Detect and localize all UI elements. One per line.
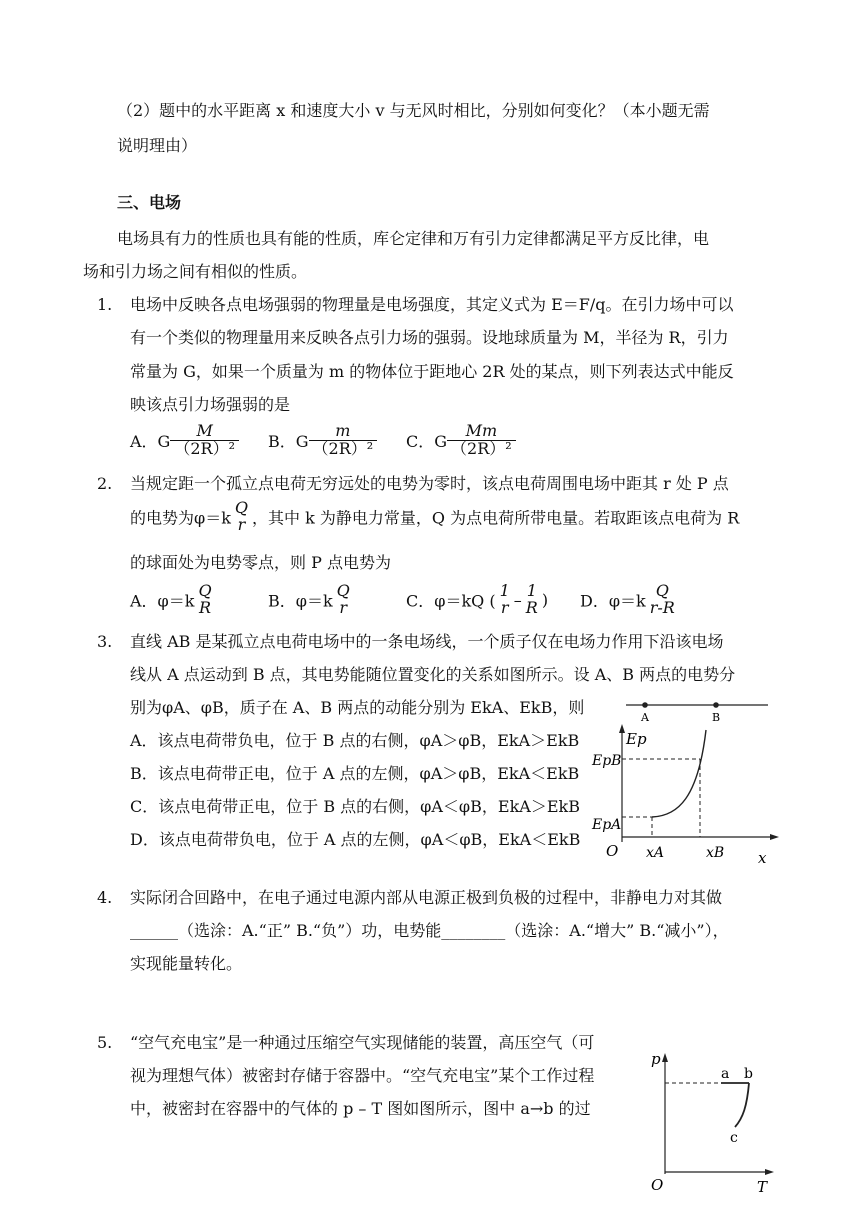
q5-line2: 视为理想气体）被密封存储于容器中。“空气充电宝”某个工作过程 bbox=[130, 1066, 595, 1085]
y-axis-label: Ep bbox=[626, 730, 647, 748]
q4-line2: ______（选涂：A.“正” B.“负”）功，电势能________（选涂：A.“增大” B.“减小”）， bbox=[130, 921, 729, 940]
point-a-label: a bbox=[721, 1066, 730, 1082]
q2-option-b: B．φ＝k Q r bbox=[268, 581, 350, 617]
epa-label: EpA bbox=[592, 817, 622, 833]
q3-option-a: A．该点电荷带负电，位于 B 点的右侧，φA＞φB，EkA＞EkB bbox=[130, 731, 580, 750]
x-axis-label: x bbox=[758, 849, 767, 867]
part2-question-line1: （2）题中的水平距离 x 和速度大小 v 与无风时相比，分别如何变化？（本小题无需 bbox=[117, 101, 710, 120]
q4-number: 4. bbox=[97, 888, 113, 907]
q2-option-d: D．φ＝k Q r-R bbox=[580, 581, 675, 617]
x-axis-arrow-icon bbox=[770, 834, 779, 840]
q3-line1: 直线 AB 是某孤立点电荷电场中的一条电场线，一个质子仅在电场力作用下沿该电场 bbox=[130, 632, 724, 651]
q1-line3: 常量为 G，如果一个质量为 m 的物体位于距地心 2R 处的某点，则下列表达式中能反 bbox=[130, 362, 734, 381]
y-axis-arrow-icon bbox=[662, 1053, 668, 1062]
origin-label: O bbox=[651, 1176, 664, 1194]
q4-line1: 实际闭合回路中，在电子通过电源内部从电源正极到负极的过程中，非静电力对其做 bbox=[130, 888, 723, 907]
q1-option-b: B．G $\frac{m}{\text{（2R）²}}$ bbox=[268, 423, 377, 458]
q3-ep-x-graph bbox=[588, 690, 788, 870]
q3-line2: 线从 A 点运动到 B 点，其电势能随位置变化的关系如图所示。设 A、B 两点的电势分 bbox=[130, 665, 736, 684]
q2-line1: 当规定距一个孤立点电荷无穷远处的电势为零时，该点电荷周围电场中距其 r 处 P 点 bbox=[130, 474, 729, 493]
q5-number: 5. bbox=[97, 1033, 113, 1052]
q2-line3: 的球面处为电势零点，则 P 点电势为 bbox=[130, 553, 391, 572]
origin-label: O bbox=[606, 842, 619, 860]
q2-number: 2. bbox=[97, 474, 113, 493]
y-axis-arrow-icon bbox=[619, 724, 625, 733]
section-intro-line2: 场和引力场之间有相似的性质。 bbox=[83, 262, 308, 281]
point-b-label: B bbox=[712, 711, 721, 724]
part2-question-line2: 说明理由） bbox=[117, 136, 198, 155]
q4-line3: 实现能量转化。 bbox=[130, 954, 243, 973]
xa-label: xA bbox=[646, 845, 665, 861]
point-a-label: A bbox=[641, 711, 649, 724]
x-axis-arrow-icon bbox=[765, 1169, 774, 1175]
q1-line4: 映该点引力场强弱的是 bbox=[130, 395, 291, 414]
xb-label: xB bbox=[706, 845, 725, 861]
b-to-c-curve bbox=[735, 1083, 749, 1127]
q1-line1: 电场中反映各点电场强弱的物理量是电场强度，其定义式为 E＝F/q。在引力场中可以 bbox=[130, 295, 734, 314]
section-heading: 三、电场 bbox=[117, 193, 182, 212]
section-intro-line1: 电场具有力的性质也具有能的性质，库仑定律和万有引力定律都满足平方反比律，电 bbox=[117, 229, 710, 248]
q3-option-c: C．该点电荷带正电，位于 B 点的右侧，φA＜φB，EkA＞EkB bbox=[130, 797, 580, 816]
q3-option-d: D．该点电荷带负电，位于 A 点的左侧，φA＜φB，EkA＜EkB bbox=[130, 830, 581, 849]
ep-curve bbox=[652, 730, 706, 817]
q3-number: 3. bbox=[97, 632, 113, 651]
q2-option-a: A．φ＝k Q R bbox=[130, 581, 212, 617]
point-a-dot bbox=[642, 702, 648, 708]
q5-line3: 中，被密封在容器中的气体的 p – T 图如图所示，图中 a→b 的过 bbox=[130, 1099, 591, 1118]
q3-option-b: B．该点电荷带正电，位于 A 点的左侧，φA＞φB，EkA＜EkB bbox=[130, 764, 580, 783]
x-axis-label: T bbox=[757, 1178, 768, 1196]
point-b-dot bbox=[713, 702, 719, 708]
y-axis-label: p bbox=[651, 1050, 661, 1068]
q1-option-a: A．G $\frac{M}{\text{（2R）²}}$ bbox=[130, 423, 239, 458]
q5-line1: “空气充电宝”是一种通过压缩空气实现储能的装置，高压空气（可 bbox=[130, 1033, 595, 1052]
q1-option-c: C．G $\frac{Mm}{\text{（2R）²}}$ bbox=[406, 423, 516, 458]
q3-line3: 别为φA、φB，质子在 A、B 两点的动能分别为 EkA、EkB，则 bbox=[130, 698, 585, 717]
q2-line2: 的电势为φ＝k Q r ，其中 k 为静电力常量，Q 为点电荷所带电量。若取距该点电荷为 R bbox=[130, 498, 740, 534]
point-c-label: c bbox=[730, 1130, 738, 1146]
q5-p-t-graph bbox=[645, 1040, 785, 1215]
q1-line2: 有一个类似的物理量用来反映各点引力场的强弱。设地球质量为 M，半径为 R，引力 bbox=[130, 328, 729, 347]
epb-label: EpB bbox=[592, 753, 622, 769]
q1-number: 1. bbox=[97, 295, 113, 314]
point-b-label: b bbox=[744, 1066, 753, 1082]
q2-option-c: C．φ＝kQ ( 1 r – 1 R ) bbox=[406, 581, 549, 617]
